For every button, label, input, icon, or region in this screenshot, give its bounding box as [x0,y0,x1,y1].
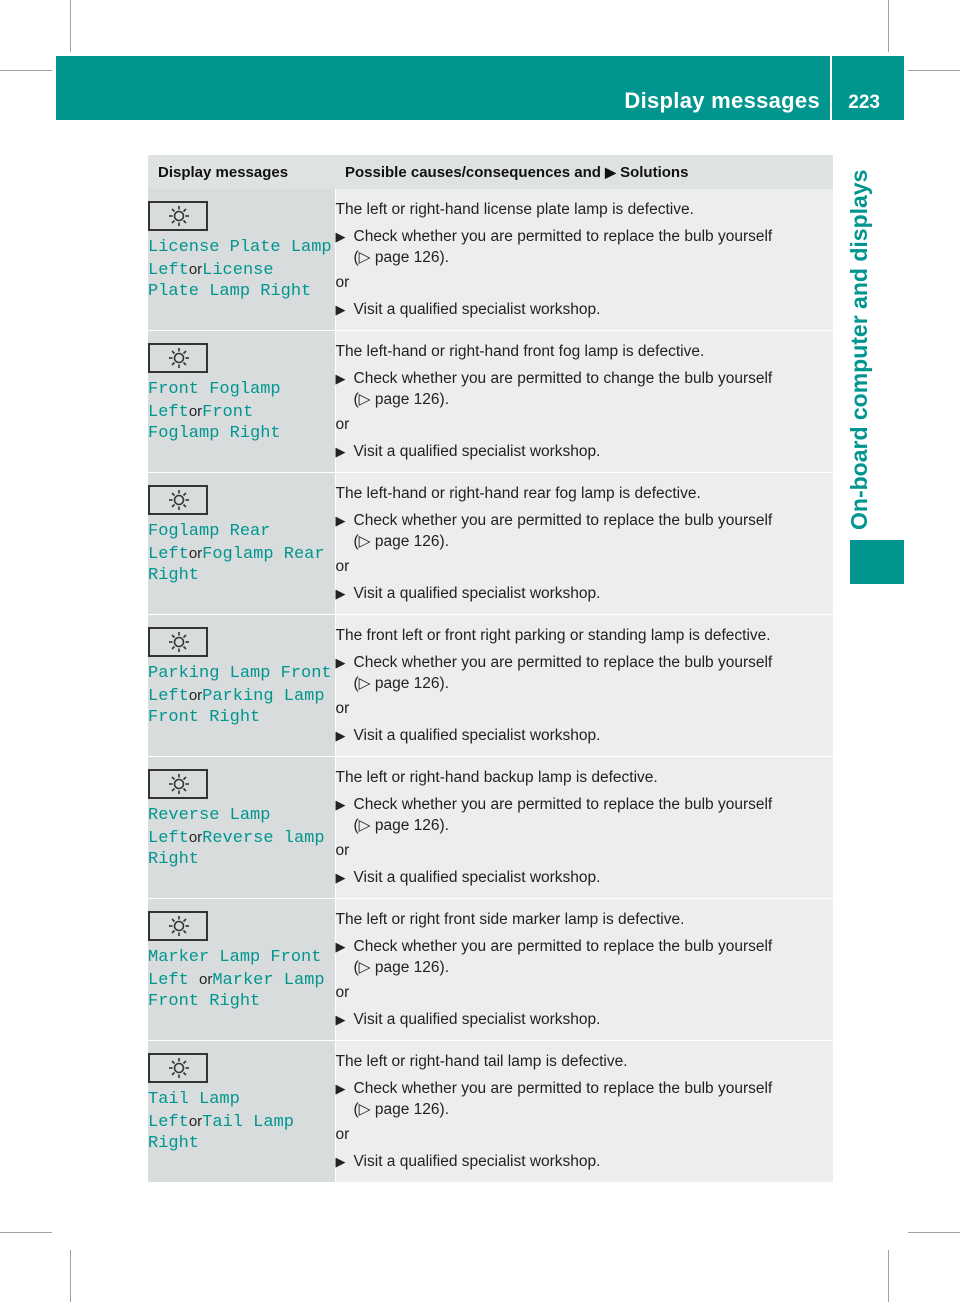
message-left: Left [148,970,200,990]
cause-text: The left or right-hand license plate lamp is defective. [335,201,694,218]
or-connector: or [188,402,203,420]
crop-mark [908,1232,960,1233]
message-line-3: Front Right [148,992,261,1011]
step-text: Visit a qualified specialist workshop. [353,1011,601,1028]
message-line-1: Tail Lamp [148,1090,240,1109]
cause-text: The left-hand or right-hand rear fog lamp is defective. [335,485,701,502]
step-arrow-icon: ▶ [335,513,346,528]
solution-step [336,936,834,978]
table-row [148,189,833,331]
solution-step [336,794,834,836]
solution-step [336,1078,834,1120]
message-line-2 [148,543,335,566]
message-alt: Tail Lamp [202,1112,294,1132]
or-text: or [335,700,350,717]
step-arrow-icon: ▶ [335,870,346,885]
step-arrow-icon: ▶ [335,797,346,812]
message-line-1: Marker Lamp Front [148,948,322,967]
crop-mark [888,1250,889,1302]
page-reference: (▷ page 126). [353,391,450,408]
display-message-text [148,237,335,303]
message-line-1: Reverse Lamp [148,806,271,825]
message-left: Left [148,544,189,564]
solution-step [336,1151,834,1172]
crop-mark [70,0,71,52]
message-line-1: Parking Lamp Front [148,664,332,683]
page-header [56,56,904,120]
crop-mark [888,0,889,52]
message-cell [148,189,335,331]
or-connector: or [188,686,203,704]
solution-step [336,583,834,604]
column-header-messages: Display messages [148,155,335,189]
step-text: Check whether you are permitted to replace the bulb yourself [353,1080,773,1097]
message-left: Left [148,686,189,706]
message-line-2 [148,401,335,424]
cause-text: The front left or front right parking or standing lamp is defective. [335,627,771,644]
message-line-3: Right [148,850,200,869]
lamp-icon [148,201,208,231]
cause-text: The left-hand or right-hand front fog lamp is defective. [335,343,705,360]
solution-cell [335,473,833,615]
page-reference: (▷ page 126). [353,675,450,692]
step-text: Check whether you are permitted to replace the bulb yourself [353,796,773,813]
solution-step [336,299,834,320]
or-connector: or [188,1112,203,1130]
solution-step [336,867,834,888]
or-text: or [335,558,350,575]
step-text: Check whether you are permitted to change the bulb yourself [353,370,773,387]
display-message-text [148,379,335,445]
message-line-3: Right [148,566,200,585]
step-arrow-icon: ▶ [335,728,346,743]
page-title: Display messages [624,88,820,113]
message-alt: License [202,260,274,280]
solution-step [336,1009,834,1030]
step-arrow-icon: ▶ [335,229,346,244]
table-row [148,757,833,899]
step-text: Check whether you are permitted to replace the bulb yourself [353,228,773,245]
solution-step [336,510,834,552]
display-message-text [148,663,335,729]
or-connector: or [199,970,213,988]
solution-cell [335,757,833,899]
solution-cell [335,899,833,1041]
page-number: 223 [848,92,880,113]
message-cell [148,1041,335,1183]
message-line-3: Foglamp Right [148,424,281,443]
message-cell [148,899,335,1041]
solution-step [336,652,834,694]
message-left: Left [148,828,189,848]
lamp-icon [148,627,208,657]
step-text: Check whether you are permitted to replace the bulb yourself [353,938,773,955]
message-left: Left [148,260,189,280]
solution-step [336,441,834,462]
table-header-row [148,155,833,189]
message-line-2 [148,827,335,850]
message-line-2 [148,969,335,992]
message-line-1: Foglamp Rear [148,522,271,541]
step-arrow-icon: ▶ [335,655,346,670]
display-messages-table [148,155,833,1183]
message-alt: Parking Lamp [202,686,325,706]
crop-mark [70,1250,71,1302]
message-alt: Front [202,402,254,422]
step-arrow-icon: ▶ [335,1081,346,1096]
step-text: Visit a qualified specialist workshop. [353,301,601,318]
step-arrow-icon: ▶ [335,371,346,386]
message-line-2 [148,685,335,708]
step-text: Visit a qualified specialist workshop. [353,443,601,460]
or-text: or [335,274,350,291]
step-text: Check whether you are permitted to replace the bulb yourself [353,512,773,529]
message-left: Left [148,402,189,422]
step-text: Visit a qualified specialist workshop. [353,869,601,886]
crop-mark [0,70,52,71]
lamp-icon [148,343,208,373]
display-message-text [148,521,335,587]
step-text: Visit a qualified specialist workshop. [353,585,601,602]
or-text: or [335,984,350,1001]
page-reference: (▷ page 126). [353,533,450,550]
table-row [148,899,833,1041]
column-header-solutions-pre: Possible causes/consequences and [345,163,601,181]
step-text: Visit a qualified specialist workshop. [353,1153,601,1170]
message-line-3: Plate Lamp Right [148,282,312,301]
step-arrow-icon: ▶ [335,302,346,317]
step-arrow-icon: ▶ [335,586,346,601]
table-row [148,615,833,757]
cause-text: The left or right-hand backup lamp is defective. [335,769,658,786]
message-line-1: Front Foglamp [148,380,281,399]
or-text: or [335,416,350,433]
step-arrow-icon: ▶ [335,939,346,954]
column-header-solutions-post: Solutions [620,163,689,181]
step-arrow-icon: ▶ [335,1012,346,1027]
or-connector: or [188,544,203,562]
side-tab-marker [850,540,904,584]
message-line-2 [148,1111,335,1134]
solution-cell [335,331,833,473]
or-text: or [335,1126,350,1143]
display-message-text [148,1089,335,1155]
step-text: Visit a qualified specialist workshop. [353,727,601,744]
cause-text: The left or right front side marker lamp is defective. [335,911,685,928]
solution-step [336,368,834,410]
step-text: Check whether you are permitted to replace the bulb yourself [353,654,773,671]
crop-mark [908,70,960,71]
message-alt: Foglamp Rear [202,544,325,564]
message-cell [148,473,335,615]
step-arrow-icon: ▶ [335,1154,346,1169]
page-reference: (▷ page 126). [353,249,450,266]
column-header-solutions [335,155,833,189]
header-separator [830,56,832,120]
message-cell [148,331,335,473]
lamp-icon [148,911,208,941]
message-cell [148,757,335,899]
solution-step [336,725,834,746]
message-line-3: Front Right [148,708,261,727]
solution-cell [335,189,833,331]
solution-step [336,226,834,268]
solution-cell [335,615,833,757]
message-left: Left [148,1112,189,1132]
display-message-text [148,805,335,871]
or-connector: or [188,260,203,278]
crop-mark [0,1232,52,1233]
or-text: or [335,842,350,859]
play-arrow-icon: ▶ [605,163,616,180]
page-reference: (▷ page 126). [353,817,450,834]
message-line-2 [148,259,335,282]
table-row [148,331,833,473]
message-alt: Marker Lamp [212,970,325,990]
page-reference: (▷ page 126). [353,959,450,976]
side-tab-label: On-board computer and displays [846,169,872,530]
step-arrow-icon: ▶ [335,444,346,459]
message-cell [148,615,335,757]
cause-text: The left or right-hand tail lamp is defective. [335,1053,628,1070]
lamp-icon [148,769,208,799]
table-row [148,473,833,615]
message-line-1: License Plate Lamp [148,238,332,257]
solution-cell [335,1041,833,1183]
display-message-text [148,947,335,1013]
lamp-icon [148,485,208,515]
table-row [148,1041,833,1183]
message-line-3: Right [148,1134,200,1153]
lamp-icon [148,1053,208,1083]
or-connector: or [188,828,203,846]
page-reference: (▷ page 126). [353,1101,450,1118]
message-alt: Reverse lamp [202,828,325,848]
